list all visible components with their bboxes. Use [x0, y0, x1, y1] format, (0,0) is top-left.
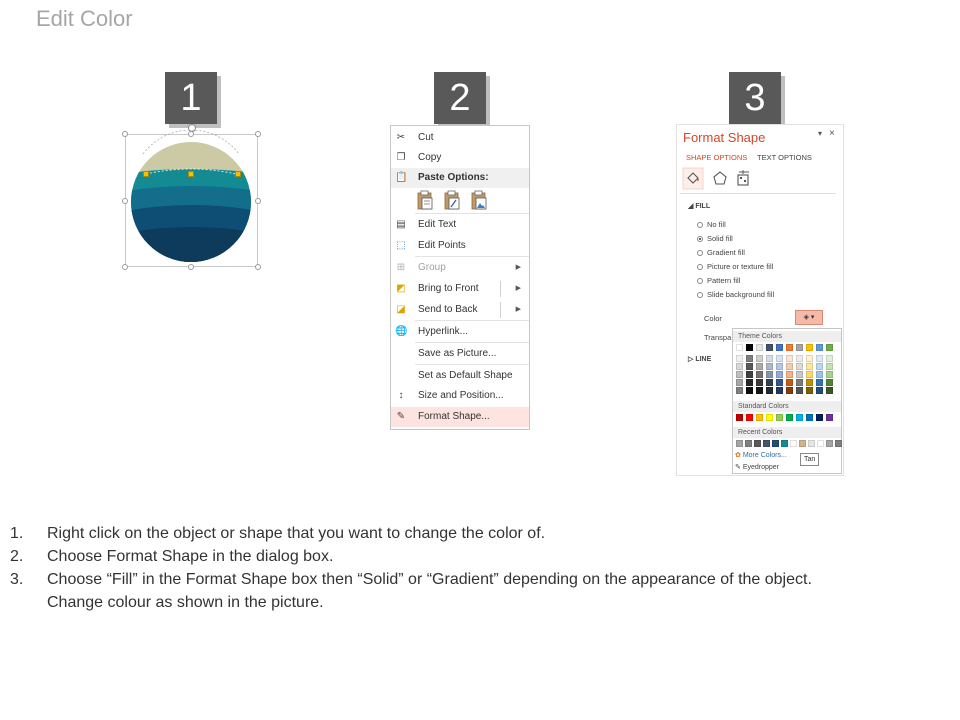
- effects-icon[interactable]: [714, 172, 726, 184]
- recent-color-swatch[interactable]: [763, 440, 770, 447]
- color-swatch[interactable]: [746, 387, 753, 394]
- eyedropper-item[interactable]: ✎ Eyedropper: [735, 464, 780, 471]
- radio-selected-icon: [697, 236, 703, 242]
- recent-color-swatch[interactable]: [745, 440, 752, 447]
- color-swatch[interactable]: [776, 379, 783, 386]
- menu-header-paste-options: 📋 Paste Options:: [391, 168, 529, 188]
- radio-icon: [697, 250, 703, 256]
- color-swatch[interactable]: [766, 363, 773, 370]
- recent-color-swatch[interactable]: [826, 440, 833, 447]
- close-icon[interactable]: ×: [829, 128, 835, 139]
- color-swatch[interactable]: [746, 344, 753, 351]
- copy-icon: ❐: [396, 152, 406, 163]
- color-swatch[interactable]: [776, 371, 783, 378]
- color-swatch[interactable]: [806, 363, 813, 370]
- color-swatch[interactable]: [816, 355, 823, 362]
- shape-band-5: [120, 227, 264, 274]
- color-swatch[interactable]: [826, 371, 833, 378]
- transparency-label: Transpa: [704, 333, 732, 342]
- recent-color-swatch[interactable]: [754, 440, 761, 447]
- recent-color-swatch[interactable]: [790, 440, 797, 447]
- color-swatch[interactable]: [736, 379, 743, 386]
- color-palette-dropdown: [732, 328, 842, 474]
- eyedropper-icon: ✎: [735, 464, 741, 471]
- color-swatch[interactable]: [806, 414, 813, 421]
- clipboard-icon: 📋: [395, 172, 408, 183]
- color-swatch[interactable]: [746, 355, 753, 362]
- menu-separator: [415, 256, 529, 257]
- color-swatch[interactable]: [826, 414, 833, 421]
- fill-option-gradient-fill[interactable]: Gradient fill: [697, 248, 745, 258]
- adjust-handle-left[interactable]: [143, 171, 149, 177]
- more-colors-item[interactable]: ✿ More Colors...: [735, 452, 787, 459]
- color-swatch[interactable]: [796, 387, 803, 394]
- split-divider: [500, 281, 501, 297]
- menu-item-save-as-picture[interactable]: Save as Picture...: [418, 348, 497, 359]
- color-swatch[interactable]: [756, 363, 763, 370]
- instruction-item: Change colour as shown in the picture.: [47, 594, 324, 611]
- shape-options-icon-row: [682, 166, 758, 190]
- color-picker-button[interactable]: [795, 310, 823, 325]
- menu-item-size-and-position[interactable]: ↕ Size and Position...: [391, 386, 529, 406]
- group-icon: ⊞: [396, 262, 406, 273]
- menu-item-edit-text[interactable]: ▤ Edit Text: [396, 219, 457, 230]
- pane-options-dropdown-icon[interactable]: ▾: [818, 129, 823, 138]
- chevron-down-icon: ▾: [808, 314, 815, 321]
- color-swatch[interactable]: [796, 363, 803, 370]
- recent-color-swatch[interactable]: [817, 440, 824, 447]
- recent-color-swatch[interactable]: [736, 440, 743, 447]
- color-swatch[interactable]: [756, 387, 763, 394]
- instruction-item: 3. Choose “Fill” in the Format Shape box then “Solid” or “Gradient” depending on the appearance of the object.: [10, 571, 812, 588]
- split-divider: [500, 302, 501, 318]
- standard-colors-header: Standard Colors: [733, 401, 841, 412]
- menu-item-edit-points[interactable]: ⬚ Edit Points: [396, 240, 466, 251]
- color-swatch[interactable]: [776, 387, 783, 394]
- color-swatch[interactable]: [786, 387, 793, 394]
- menu-item-hyperlink[interactable]: 🌐 Hyperlink...: [395, 326, 469, 337]
- submenu-arrow-icon[interactable]: ▶: [515, 285, 521, 292]
- color-swatch[interactable]: [796, 414, 803, 421]
- banded-circle-shape[interactable]: [120, 130, 264, 274]
- color-swatch[interactable]: [776, 414, 783, 421]
- step-badge-2: 2: [434, 72, 486, 124]
- scissors-icon: ✂: [396, 132, 406, 143]
- color-swatch[interactable]: [736, 355, 743, 362]
- step-badge-3: 3: [729, 72, 781, 124]
- color-swatch[interactable]: [756, 355, 763, 362]
- format-shape-title: Format Shape: [683, 130, 766, 145]
- menu-item-group[interactable]: ⊞ Group ▶: [391, 258, 529, 278]
- paste-use-destination-theme-icon[interactable]: [443, 190, 461, 210]
- menu-item-copy[interactable]: ❐ Copy: [396, 152, 442, 163]
- size-position-icon: ↕: [398, 390, 404, 401]
- color-swatch[interactable]: [826, 355, 833, 362]
- recent-color-swatch[interactable]: [835, 440, 842, 447]
- fill-option-solid-fill[interactable]: Solid fill: [697, 234, 733, 244]
- color-swatch[interactable]: [816, 363, 823, 370]
- adjust-handle-middle[interactable]: [188, 171, 194, 177]
- fill-section-header[interactable]: ◢ FILL: [688, 203, 711, 210]
- instructions-list: [10, 522, 950, 614]
- color-swatch[interactable]: [766, 414, 773, 421]
- color-swatch[interactable]: [786, 371, 793, 378]
- color-swatch[interactable]: [766, 379, 773, 386]
- color-swatch[interactable]: [756, 344, 763, 351]
- submenu-arrow-icon[interactable]: ▶: [515, 306, 521, 313]
- color-swatch[interactable]: [796, 371, 803, 378]
- color-swatch[interactable]: [796, 379, 803, 386]
- color-swatch[interactable]: [806, 344, 813, 351]
- color-swatch[interactable]: [816, 371, 823, 378]
- color-swatch[interactable]: [796, 344, 803, 351]
- color-swatch[interactable]: [766, 355, 773, 362]
- pane-divider: [680, 193, 836, 194]
- color-wheel-icon: ✿: [735, 452, 741, 459]
- recent-color-swatch[interactable]: [772, 440, 779, 447]
- color-swatch[interactable]: [826, 387, 833, 394]
- adjust-handle-right[interactable]: [235, 171, 241, 177]
- tab-shape-options[interactable]: SHAPE OPTIONS: [686, 153, 748, 162]
- color-swatch[interactable]: [816, 379, 823, 386]
- color-swatch[interactable]: [736, 371, 743, 378]
- send-to-back-icon: ◪: [396, 304, 406, 315]
- color-swatch[interactable]: [746, 363, 753, 370]
- page-title: Edit Color: [36, 6, 133, 31]
- color-swatch[interactable]: [806, 371, 813, 378]
- menu-item-set-default-shape[interactable]: Set as Default Shape: [418, 370, 513, 381]
- edit-text-icon: ▤: [396, 219, 406, 230]
- line-section-header[interactable]: ▷ LINE: [688, 356, 712, 363]
- color-swatch[interactable]: [776, 355, 783, 362]
- theme-colors-header: Theme Colors: [733, 331, 841, 342]
- instruction-item: 2. Choose Format Shape in the dialog box.: [10, 548, 334, 565]
- color-swatch[interactable]: [766, 344, 773, 351]
- format-shape-icon: ✎: [396, 411, 406, 422]
- menu-item-send-to-back[interactable]: ◪ Send to Back ▶: [391, 300, 529, 320]
- fill-option-no-fill[interactable]: No fill: [697, 220, 726, 230]
- recent-color-swatch[interactable]: [799, 440, 806, 447]
- color-swatch[interactable]: [766, 387, 773, 394]
- color-swatch[interactable]: [756, 379, 763, 386]
- color-swatch[interactable]: [816, 387, 823, 394]
- instruction-item: 1. Right click on the object or shape that you want to change the color of.: [10, 525, 546, 542]
- fill-option-picture-texture-fill[interactable]: Picture or texture fill: [697, 262, 773, 272]
- color-swatch[interactable]: [786, 344, 793, 351]
- color-swatch[interactable]: [746, 414, 753, 421]
- paste-picture-icon[interactable]: [470, 190, 488, 210]
- radio-icon: [697, 278, 703, 284]
- radio-icon: [697, 264, 703, 270]
- edit-points-icon: ⬚: [396, 240, 406, 251]
- color-swatch[interactable]: [806, 355, 813, 362]
- color-label: Color: [704, 314, 722, 323]
- menu-separator: [415, 213, 529, 214]
- menu-separator: [415, 364, 529, 365]
- recent-colors-header: Recent Colors: [733, 427, 841, 438]
- color-swatch[interactable]: [786, 379, 793, 386]
- menu-item-format-shape[interactable]: ✎ Format Shape...: [391, 407, 529, 427]
- color-swatch[interactable]: [786, 414, 793, 421]
- tab-text-options[interactable]: TEXT OPTIONS: [757, 153, 812, 162]
- color-swatch[interactable]: [756, 414, 763, 421]
- recent-color-swatch[interactable]: [808, 440, 815, 447]
- menu-separator: [415, 320, 529, 321]
- color-swatch[interactable]: [746, 371, 753, 378]
- color-swatch[interactable]: [776, 363, 783, 370]
- color-swatch[interactable]: [776, 344, 783, 351]
- color-swatch[interactable]: [746, 379, 753, 386]
- color-swatch[interactable]: [736, 363, 743, 370]
- radio-icon: [697, 292, 703, 298]
- submenu-arrow-icon: ▶: [515, 264, 521, 271]
- color-tooltip: Tan: [800, 453, 819, 466]
- paste-keep-formatting-icon[interactable]: [416, 190, 434, 210]
- paint-bucket-icon: ◈: [803, 314, 809, 321]
- color-swatch[interactable]: [796, 355, 803, 362]
- menu-item-cut[interactable]: ✂ Cut: [396, 132, 434, 143]
- color-swatch[interactable]: [826, 344, 833, 351]
- color-swatch[interactable]: [736, 344, 743, 351]
- color-swatch[interactable]: [766, 371, 773, 378]
- recent-color-swatch[interactable]: [781, 440, 788, 447]
- menu-separator: [415, 342, 529, 343]
- menu-item-bring-to-front[interactable]: ◩ Bring to Front ▶: [391, 279, 529, 299]
- color-swatch[interactable]: [756, 371, 763, 378]
- step-badge-1: 1: [165, 72, 217, 124]
- color-swatch[interactable]: [826, 379, 833, 386]
- color-swatch[interactable]: [736, 414, 743, 421]
- context-menu: [390, 125, 530, 430]
- color-swatch[interactable]: [806, 387, 813, 394]
- color-swatch[interactable]: [816, 414, 823, 421]
- radio-icon: [697, 222, 703, 228]
- hyperlink-icon: 🌐: [395, 326, 408, 337]
- color-swatch[interactable]: [826, 363, 833, 370]
- bring-to-front-icon: ◩: [396, 283, 406, 294]
- fill-option-slide-background-fill[interactable]: Slide background fill: [697, 290, 774, 300]
- color-swatch[interactable]: [786, 355, 793, 362]
- color-swatch[interactable]: [806, 379, 813, 386]
- fill-option-pattern-fill[interactable]: Pattern fill: [697, 276, 740, 286]
- size-properties-icon[interactable]: [738, 170, 749, 185]
- color-swatch[interactable]: [786, 363, 793, 370]
- color-swatch[interactable]: [736, 387, 743, 394]
- color-swatch[interactable]: [816, 344, 823, 351]
